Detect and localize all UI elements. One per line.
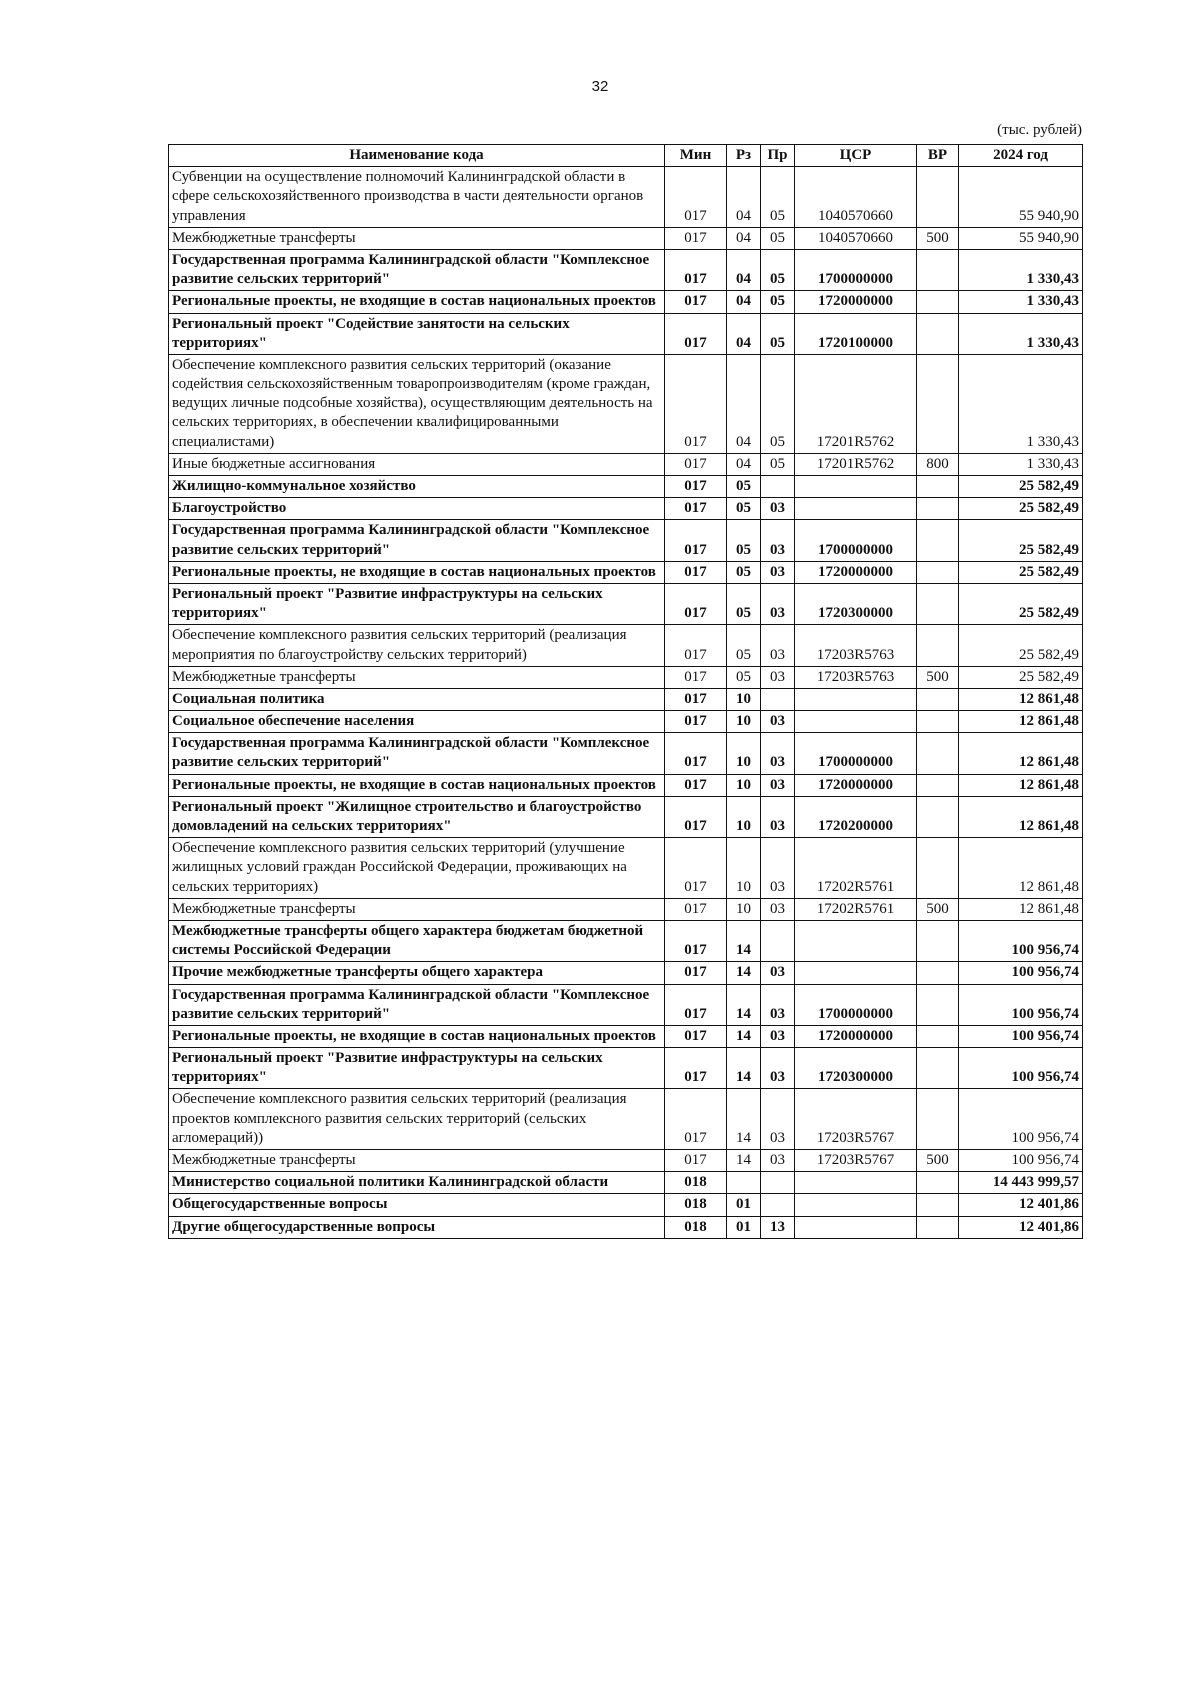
cell-csr: [795, 1194, 917, 1216]
cell-name: Прочие межбюджетные трансферты общего характера: [169, 962, 665, 984]
cell-min: 017: [665, 583, 727, 624]
cell-amount: 25 582,49: [959, 520, 1083, 561]
table-row: [169, 561, 1083, 583]
table-row: [169, 1089, 1083, 1150]
cell-csr: 17201R5762: [795, 354, 917, 453]
cell-vr: [917, 984, 959, 1025]
cell-name: Благоустройство: [169, 498, 665, 520]
cell-vr: [917, 561, 959, 583]
cell-amount: 100 956,74: [959, 984, 1083, 1025]
table-row: [169, 313, 1083, 354]
cell-pr: 03: [761, 1025, 795, 1047]
cell-pr: 03: [761, 1048, 795, 1089]
budget-table: [168, 144, 1083, 1239]
cell-name: Государственная программа Калининградской области "Комплексное развитие сельских территорий": [169, 984, 665, 1025]
cell-csr: 1700000000: [795, 733, 917, 774]
cell-min: 017: [665, 898, 727, 920]
cell-pr: 03: [761, 838, 795, 899]
cell-rz: 04: [727, 313, 761, 354]
cell-vr: [917, 520, 959, 561]
header-name: Наименование кода: [169, 145, 665, 167]
cell-rz: 05: [727, 498, 761, 520]
cell-vr: [917, 1172, 959, 1194]
table-row: [169, 733, 1083, 774]
cell-pr: 03: [761, 666, 795, 688]
cell-vr: [917, 625, 959, 666]
cell-csr: 1720300000: [795, 1048, 917, 1089]
cell-rz: 14: [727, 1150, 761, 1172]
cell-pr: 13: [761, 1216, 795, 1238]
cell-amount: 25 582,49: [959, 583, 1083, 624]
header-year: 2024 год: [959, 145, 1083, 167]
cell-name: Обеспечение комплексного развития сельских территорий (реализация проектов комплексного развития сельских территорий (сельских агломераций)): [169, 1089, 665, 1150]
cell-csr: 1700000000: [795, 984, 917, 1025]
table-row: [169, 1150, 1083, 1172]
table-row: [169, 249, 1083, 290]
cell-min: 017: [665, 249, 727, 290]
cell-pr: 03: [761, 711, 795, 733]
cell-rz: 05: [727, 520, 761, 561]
table-row: [169, 453, 1083, 475]
cell-vr: 500: [917, 666, 959, 688]
cell-vr: [917, 476, 959, 498]
cell-pr: 05: [761, 291, 795, 313]
cell-csr: 1700000000: [795, 249, 917, 290]
cell-vr: [917, 920, 959, 961]
cell-name: Государственная программа Калининградской области "Комплексное развитие сельских территорий": [169, 733, 665, 774]
cell-csr: [795, 1216, 917, 1238]
cell-name: Общегосударственные вопросы: [169, 1194, 665, 1216]
cell-amount: 25 582,49: [959, 666, 1083, 688]
cell-pr: [761, 1194, 795, 1216]
page-number: 32: [591, 78, 609, 95]
cell-name: Региональные проекты, не входящие в состав национальных проектов: [169, 774, 665, 796]
cell-amount: 12 861,48: [959, 688, 1083, 710]
table-row: [169, 984, 1083, 1025]
cell-rz: 04: [727, 249, 761, 290]
cell-vr: [917, 733, 959, 774]
cell-min: 017: [665, 666, 727, 688]
cell-pr: 03: [761, 520, 795, 561]
cell-vr: [917, 1025, 959, 1047]
cell-rz: 01: [727, 1194, 761, 1216]
cell-rz: 14: [727, 1048, 761, 1089]
cell-csr: 1040570660: [795, 167, 917, 228]
table-row: [169, 1216, 1083, 1238]
cell-pr: 03: [761, 733, 795, 774]
cell-amount: 12 861,48: [959, 711, 1083, 733]
table-row: [169, 796, 1083, 837]
header-csr: ЦСР: [795, 145, 917, 167]
cell-amount: 100 956,74: [959, 920, 1083, 961]
cell-name: Жилищно-коммунальное хозяйство: [169, 476, 665, 498]
cell-vr: [917, 583, 959, 624]
cell-vr: [917, 498, 959, 520]
cell-min: 017: [665, 167, 727, 228]
cell-min: 017: [665, 1150, 727, 1172]
cell-rz: 05: [727, 561, 761, 583]
cell-min: 017: [665, 498, 727, 520]
header-min: Мин: [665, 145, 727, 167]
cell-csr: [795, 688, 917, 710]
cell-min: 017: [665, 313, 727, 354]
cell-csr: [795, 920, 917, 961]
cell-min: 017: [665, 476, 727, 498]
cell-rz: 14: [727, 962, 761, 984]
table-row: [169, 520, 1083, 561]
table-row: [169, 920, 1083, 961]
cell-pr: 05: [761, 167, 795, 228]
cell-name: Обеспечение комплексного развития сельских территорий (улучшение жилищных условий граждан Российской Федерации, проживающих на сельских территориях): [169, 838, 665, 899]
cell-min: 017: [665, 1048, 727, 1089]
cell-vr: [917, 711, 959, 733]
cell-name: Другие общегосударственные вопросы: [169, 1216, 665, 1238]
cell-amount: 1 330,43: [959, 291, 1083, 313]
cell-csr: [795, 962, 917, 984]
table-row: [169, 898, 1083, 920]
cell-name: Региональные проекты, не входящие в состав национальных проектов: [169, 1025, 665, 1047]
cell-rz: 05: [727, 476, 761, 498]
cell-name: Государственная программа Калининградской области "Комплексное развитие сельских территорий": [169, 520, 665, 561]
cell-amount: 1 330,43: [959, 313, 1083, 354]
cell-name: Межбюджетные трансферты общего характера бюджетам бюджетной системы Российской Федерации: [169, 920, 665, 961]
cell-rz: 04: [727, 167, 761, 228]
cell-name: Региональный проект "Содействие занятости на сельских территориях": [169, 313, 665, 354]
cell-name: Субвенции на осуществление полномочий Калининградской области в сфере сельскохозяйственного производства в части деятельности органов управления: [169, 167, 665, 228]
cell-name: Региональный проект "Жилищное строительство и благоустройство домовладений на сельских территориях": [169, 796, 665, 837]
cell-vr: [917, 962, 959, 984]
table-row: [169, 666, 1083, 688]
cell-min: 017: [665, 1025, 727, 1047]
cell-rz: 10: [727, 733, 761, 774]
cell-amount: 12 401,86: [959, 1216, 1083, 1238]
table-row: [169, 1025, 1083, 1047]
cell-vr: [917, 167, 959, 228]
cell-min: 017: [665, 920, 727, 961]
cell-rz: [727, 1172, 761, 1194]
cell-amount: 100 956,74: [959, 1048, 1083, 1089]
cell-csr: 17203R5767: [795, 1150, 917, 1172]
cell-csr: 1720000000: [795, 1025, 917, 1047]
table-row: [169, 962, 1083, 984]
cell-min: 017: [665, 227, 727, 249]
cell-rz: 04: [727, 453, 761, 475]
cell-vr: [917, 1089, 959, 1150]
cell-name: Обеспечение комплексного развития сельских территорий (оказание содействия сельскохозяйственным товаропроизводителям (кроме граждан, ведущих личные подсобные хозяйства), осуществляющим деятельность на сельских территориях, в обеспечении квалифицированными специалистами): [169, 354, 665, 453]
table-row: [169, 291, 1083, 313]
cell-vr: [917, 688, 959, 710]
cell-csr: 17202R5761: [795, 838, 917, 899]
cell-rz: 10: [727, 838, 761, 899]
cell-amount: 55 940,90: [959, 227, 1083, 249]
cell-rz: 04: [727, 354, 761, 453]
cell-csr: 17203R5763: [795, 666, 917, 688]
table-row: [169, 227, 1083, 249]
cell-name: Иные бюджетные ассигнования: [169, 453, 665, 475]
cell-name: Министерство социальной политики Калининградской области: [169, 1172, 665, 1194]
cell-min: 017: [665, 711, 727, 733]
cell-vr: [917, 313, 959, 354]
cell-min: 017: [665, 688, 727, 710]
cell-amount: 55 940,90: [959, 167, 1083, 228]
cell-amount: 25 582,49: [959, 625, 1083, 666]
cell-pr: 03: [761, 625, 795, 666]
cell-rz: 05: [727, 583, 761, 624]
cell-min: 017: [665, 733, 727, 774]
cell-pr: 03: [761, 984, 795, 1025]
cell-min: 017: [665, 838, 727, 899]
cell-vr: [917, 291, 959, 313]
cell-amount: 12 861,48: [959, 774, 1083, 796]
cell-rz: 10: [727, 774, 761, 796]
cell-rz: 14: [727, 920, 761, 961]
table-row: [169, 1172, 1083, 1194]
table-body: [169, 167, 1083, 1239]
cell-pr: 03: [761, 583, 795, 624]
cell-rz: 14: [727, 1089, 761, 1150]
cell-csr: 1720300000: [795, 583, 917, 624]
cell-name: Социальная политика: [169, 688, 665, 710]
cell-min: 017: [665, 984, 727, 1025]
cell-pr: [761, 1172, 795, 1194]
cell-csr: 1700000000: [795, 520, 917, 561]
cell-amount: 100 956,74: [959, 1089, 1083, 1150]
cell-csr: [795, 498, 917, 520]
cell-name: Региональный проект "Развитие инфраструктуры на сельских территориях": [169, 583, 665, 624]
cell-amount: 25 582,49: [959, 561, 1083, 583]
table-row: [169, 838, 1083, 899]
table-row: [169, 167, 1083, 228]
header-rz: Рз: [727, 145, 761, 167]
cell-pr: [761, 688, 795, 710]
cell-name: Межбюджетные трансферты: [169, 227, 665, 249]
cell-rz: 05: [727, 625, 761, 666]
cell-pr: 05: [761, 227, 795, 249]
cell-pr: 03: [761, 561, 795, 583]
cell-amount: 1 330,43: [959, 249, 1083, 290]
cell-min: 017: [665, 291, 727, 313]
cell-pr: 03: [761, 962, 795, 984]
cell-amount: 100 956,74: [959, 1025, 1083, 1047]
cell-pr: 03: [761, 498, 795, 520]
cell-amount: 25 582,49: [959, 498, 1083, 520]
cell-vr: 500: [917, 898, 959, 920]
table-row: [169, 476, 1083, 498]
cell-amount: 12 861,48: [959, 898, 1083, 920]
cell-pr: 03: [761, 1089, 795, 1150]
cell-rz: 01: [727, 1216, 761, 1238]
cell-pr: 05: [761, 249, 795, 290]
cell-rz: 04: [727, 227, 761, 249]
table-row: [169, 354, 1083, 453]
cell-csr: 1040570660: [795, 227, 917, 249]
cell-name: Обеспечение комплексного развития сельских территорий (реализация мероприятия по благоустройству сельских территорий): [169, 625, 665, 666]
cell-name: Региональный проект "Развитие инфраструктуры на сельских территориях": [169, 1048, 665, 1089]
units-label: (тыс. рублей): [997, 122, 1082, 138]
table-row: [169, 1048, 1083, 1089]
cell-name: Региональные проекты, не входящие в состав национальных проектов: [169, 291, 665, 313]
cell-amount: 1 330,43: [959, 354, 1083, 453]
cell-min: 017: [665, 354, 727, 453]
cell-pr: [761, 476, 795, 498]
cell-rz: 10: [727, 898, 761, 920]
table-row: [169, 498, 1083, 520]
header-pr: Пр: [761, 145, 795, 167]
cell-name: Социальное обеспечение населения: [169, 711, 665, 733]
table-row: [169, 583, 1083, 624]
cell-pr: 03: [761, 1150, 795, 1172]
cell-amount: 1 330,43: [959, 453, 1083, 475]
table-row: [169, 1194, 1083, 1216]
cell-amount: 12 861,48: [959, 733, 1083, 774]
cell-vr: 500: [917, 227, 959, 249]
cell-rz: 10: [727, 711, 761, 733]
cell-rz: 04: [727, 291, 761, 313]
cell-name: Региональные проекты, не входящие в состав национальных проектов: [169, 561, 665, 583]
cell-min: 017: [665, 453, 727, 475]
cell-min: 018: [665, 1194, 727, 1216]
cell-vr: 500: [917, 1150, 959, 1172]
cell-csr: 1720000000: [795, 774, 917, 796]
cell-csr: 17201R5762: [795, 453, 917, 475]
cell-vr: [917, 354, 959, 453]
cell-min: 017: [665, 1089, 727, 1150]
cell-pr: 05: [761, 453, 795, 475]
cell-pr: 03: [761, 796, 795, 837]
cell-vr: [917, 1216, 959, 1238]
cell-rz: 05: [727, 666, 761, 688]
cell-csr: [795, 1172, 917, 1194]
cell-vr: [917, 796, 959, 837]
cell-amount: 14 443 999,57: [959, 1172, 1083, 1194]
cell-pr: 03: [761, 774, 795, 796]
cell-rz: 10: [727, 688, 761, 710]
cell-amount: 12 401,86: [959, 1194, 1083, 1216]
cell-min: 017: [665, 962, 727, 984]
cell-min: 018: [665, 1216, 727, 1238]
cell-min: 018: [665, 1172, 727, 1194]
cell-vr: [917, 1194, 959, 1216]
cell-rz: 14: [727, 1025, 761, 1047]
cell-amount: 25 582,49: [959, 476, 1083, 498]
cell-min: 017: [665, 774, 727, 796]
cell-rz: 14: [727, 984, 761, 1025]
cell-name: Государственная программа Калининградской области "Комплексное развитие сельских территорий": [169, 249, 665, 290]
cell-rz: 10: [727, 796, 761, 837]
cell-amount: 12 861,48: [959, 838, 1083, 899]
cell-amount: 100 956,74: [959, 1150, 1083, 1172]
cell-csr: 17202R5761: [795, 898, 917, 920]
cell-min: 017: [665, 796, 727, 837]
cell-pr: 03: [761, 898, 795, 920]
header-vr: ВР: [917, 145, 959, 167]
cell-csr: 1720000000: [795, 561, 917, 583]
cell-pr: 05: [761, 313, 795, 354]
cell-csr: 17203R5767: [795, 1089, 917, 1150]
cell-vr: [917, 249, 959, 290]
cell-csr: 1720000000: [795, 291, 917, 313]
cell-vr: 800: [917, 453, 959, 475]
cell-csr: [795, 711, 917, 733]
cell-amount: 12 861,48: [959, 796, 1083, 837]
cell-amount: 100 956,74: [959, 962, 1083, 984]
table-row: [169, 688, 1083, 710]
cell-pr: [761, 920, 795, 961]
table-row: [169, 774, 1083, 796]
cell-name: Межбюджетные трансферты: [169, 1150, 665, 1172]
cell-csr: [795, 476, 917, 498]
cell-min: 017: [665, 561, 727, 583]
cell-vr: [917, 774, 959, 796]
cell-name: Межбюджетные трансферты: [169, 666, 665, 688]
cell-pr: 05: [761, 354, 795, 453]
table-row: [169, 711, 1083, 733]
cell-name: Межбюджетные трансферты: [169, 898, 665, 920]
cell-csr: 1720100000: [795, 313, 917, 354]
cell-min: 017: [665, 625, 727, 666]
cell-min: 017: [665, 520, 727, 561]
table-row: [169, 625, 1083, 666]
cell-vr: [917, 838, 959, 899]
table-header: [169, 145, 1083, 167]
cell-csr: 17203R5763: [795, 625, 917, 666]
cell-vr: [917, 1048, 959, 1089]
cell-csr: 1720200000: [795, 796, 917, 837]
